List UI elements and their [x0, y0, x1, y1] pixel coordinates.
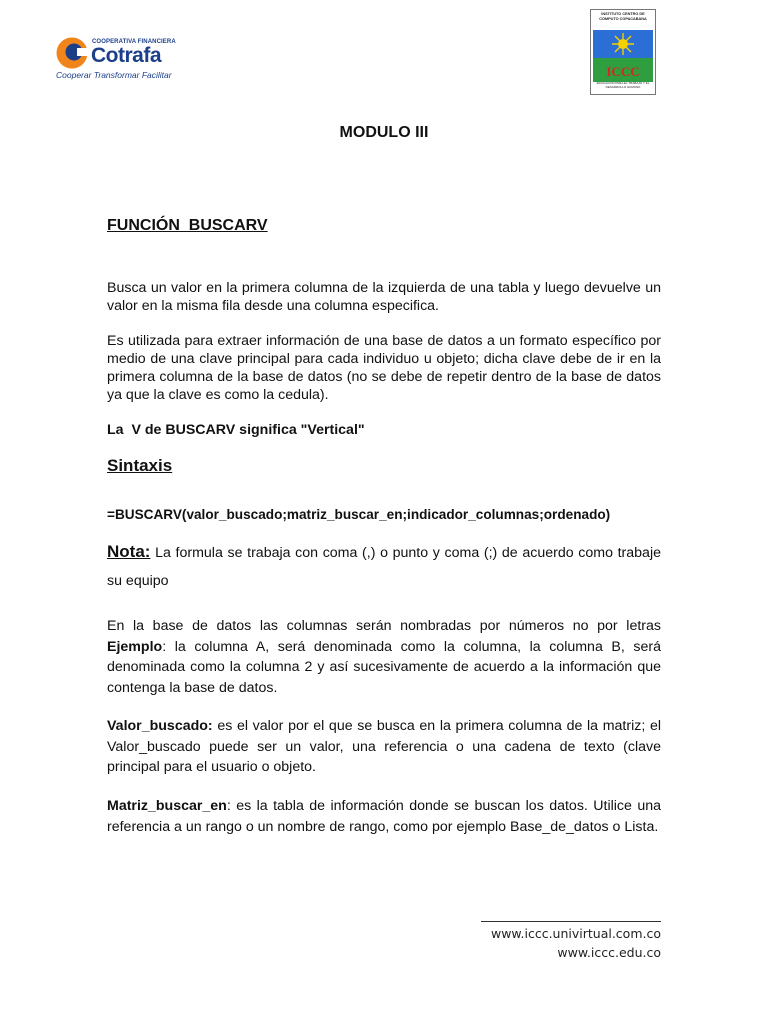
cotrafa-brand-name: Cotrafa — [91, 44, 162, 67]
valor-buscado-label: Valor_buscado: — [107, 718, 213, 734]
paragraph-columns — [107, 616, 661, 698]
matriz-text: : es la tabla de información donde se buscan los datos. Utilice una referencia a un rango o un nombre de rango, como por ejemplo Base_de_datos o Lista. — [107, 798, 661, 835]
paragraph-description: Busca un valor en la primera columna de la izquierda de una tabla y luego devuelve un valor en la misma fila desde una columna especifica. — [107, 280, 661, 314]
vertical-meaning-line: La V de BUSCARV significa "Vertical" — [107, 422, 365, 438]
columns-text-b: : la columna A, será denominada como la columna, la columna B, será denominada como la columna 2 y así sucesivamente de acuerdo a la información que contenga la base de datos. — [107, 638, 661, 696]
footer-divider — [481, 921, 661, 922]
matriz-label: Matriz_buscar_en — [107, 798, 227, 814]
iccc-logo-footer: EDUCACION PARA EL TRABAJO Y EL DESARROLLO HUMANO — [596, 81, 650, 89]
iccc-letters: ICCC — [606, 64, 640, 79]
iccc-sun-emblem-icon — [593, 30, 653, 82]
iccc-logo-header: INSTITUTO CENTRO DE COMPUTO COPACABANA — [599, 12, 647, 21]
cotrafa-emblem-icon — [55, 36, 91, 70]
paragraph-valor-buscado — [107, 716, 661, 778]
cotrafa-slogan: Cooperar Transformar Facilitar — [56, 70, 172, 80]
syntax-formula: =BUSCARV(valor_buscado;matriz_buscar_en;indicador_columnas;ordenado) — [107, 507, 611, 522]
footer-url-edu[interactable]: www.iccc.edu.co — [557, 945, 661, 960]
footer-url-univirtual[interactable]: www.iccc.univirtual.com.co — [490, 926, 661, 941]
note-text: La formula se trabaja con coma (,) o punto y coma (;) de acuerdo como trabaje su equipo — [107, 545, 661, 589]
valor-buscado-text: es el valor por el que se busca en la primera columna de la matriz; el Valor_buscado puede ser un valor, una referencia o una cadena de texto (clave principal para el usuario o objeto. — [107, 718, 661, 775]
cotrafa-logo — [55, 36, 185, 84]
paragraph-matriz — [107, 796, 661, 837]
example-label: Ejemplo — [107, 638, 163, 655]
paragraph-usage: Es utilizada para extraer información de una base de datos a un formato específico por medio de una clave principal para cada individuo u objeto; dicha clave debe de ir en la primera columna de la base de datos (no se debe de repetir dentro de la base de datos ya que la clave es como la cedula). — [107, 333, 661, 403]
columns-text-a: En la base de datos las columnas serán nombradas por números no por letras — [107, 618, 661, 634]
cotrafa-tagline: COOPERATIVA FINANCIERA — [92, 39, 176, 45]
note-paragraph — [107, 538, 661, 595]
syntax-heading: Sintaxis — [107, 456, 173, 475]
note-label: Nota: — [107, 542, 151, 561]
page-title: MODULO III — [339, 124, 429, 141]
section-heading: FUNCIÓN BUSCARV — [107, 217, 268, 234]
iccc-logo — [590, 9, 656, 95]
